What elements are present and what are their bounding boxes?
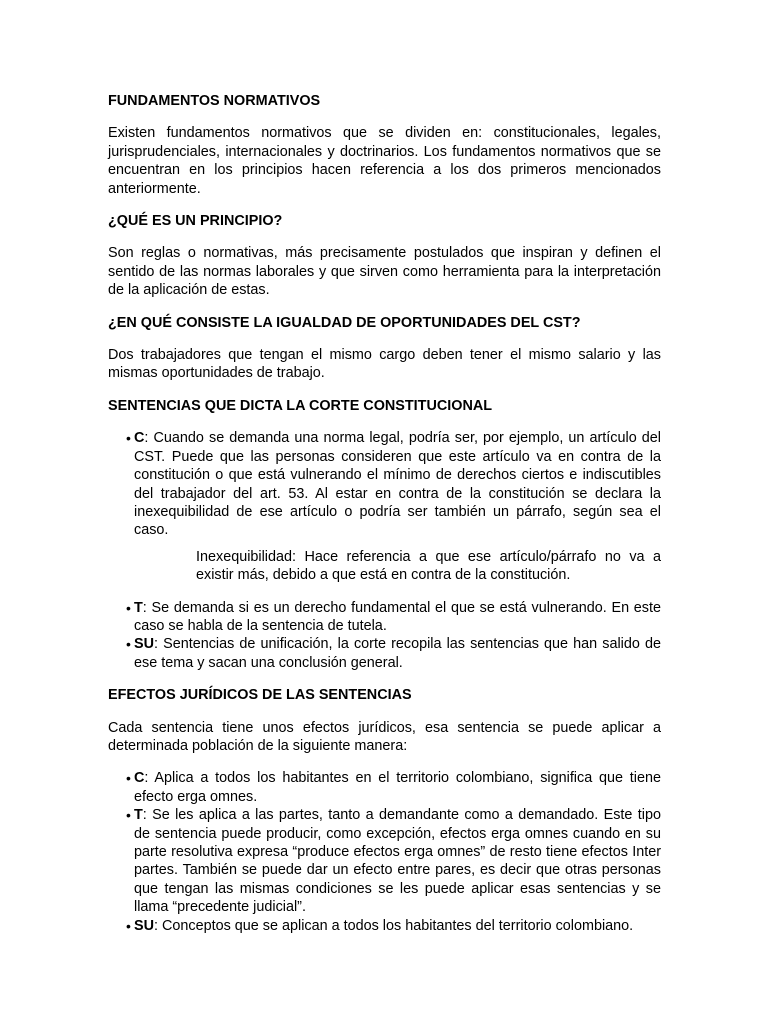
paragraph-principio: Son reglas o normativas, más precisamente postulados que inspiran y definen el sentido de las normas laborales y que sirven como herramienta para la interpretación de la aplicación de estas.	[108, 245, 661, 299]
paragraph-fundamentos: Existen fundamentos normativos que se dividen en: constitucionales, legales, jurisprudenciales, internacionales y doctrinarios. Los fundamentos normativos que se encuentran en los principios hacen referencia a los dos primeros mencionados anteriormente.	[108, 125, 661, 197]
bullet-icon	[126, 769, 131, 787]
list-item	[108, 769, 661, 806]
item-code: T	[134, 599, 143, 616]
paragraph-efectos: Cada sentencia tiene unos efectos jurídicos, esa sentencia se puede aplicar a determinada población de la siguiente manera:	[108, 719, 661, 754]
bullet-icon	[126, 635, 131, 653]
bullet-icon	[126, 917, 131, 935]
item-code: T	[134, 807, 143, 824]
list-item	[108, 635, 661, 672]
heading-sentencias: SENTENCIAS QUE DICTA LA CORTE CONSTITUCIONAL	[108, 397, 493, 414]
item-text: : Se les aplica a las partes, tanto a demandante como a demandado. Este tipo de sentencia puede producir, como excepción, efectos erga omnes cuando en su parte resolutiva expresa “produce efectos erga omnes” de resto tiene efectos Inter partes. También se puede dar un efecto entre pares, es decir que otras personas que tengan las mismas condiciones se les puede aplicar esas sentencias y se llama “precedente judicial”.	[134, 807, 661, 916]
bullet-icon	[126, 429, 131, 447]
item-code: C	[134, 770, 145, 787]
item-code: C	[134, 430, 145, 447]
heading-igualdad: ¿EN QUÉ CONSISTE LA IGUALDAD DE OPORTUNIDADES DEL CST?	[108, 314, 581, 331]
heading-efectos: EFECTOS JURÍDICOS DE LAS SENTENCIAS	[108, 687, 412, 704]
sentencias-list	[108, 429, 661, 539]
item-text: : Conceptos que se aplican a todos los habitantes del territorio colombiano.	[154, 917, 634, 934]
heading-fundamentos: FUNDAMENTOS NORMATIVOS	[108, 93, 321, 109]
item-code: SU	[134, 917, 154, 934]
item-text: : Sentencias de unificación, la corte recopila las sentencias que han salido de ese tema y sacan una conclusión general.	[134, 636, 661, 671]
bullet-icon	[126, 806, 131, 824]
list-item	[108, 599, 661, 636]
list-item	[108, 806, 661, 916]
list-item	[108, 429, 661, 539]
list-item	[108, 917, 661, 935]
item-text: : Aplica a todos los habitantes en el territorio colombiano, significa que tiene efecto erga omnes.	[134, 770, 661, 805]
sentencias-list-continued	[108, 599, 661, 673]
bullet-icon	[126, 599, 131, 617]
item-text: : Se demanda si es un derecho fundamental el que se está vulnerando. En este caso se habla de la sentencia de tutela.	[134, 599, 661, 634]
heading-principio: ¿QUÉ ES UN PRINCIPIO?	[108, 213, 283, 230]
efectos-list	[108, 769, 661, 935]
paragraph-igualdad: Dos trabajadores que tengan el mismo cargo deben tener el mismo salario y las mismas oportunidades de trabajo.	[108, 347, 661, 382]
item-code: SU	[134, 636, 154, 653]
item-text: : Cuando se demanda una norma legal, podría ser, por ejemplo, un artículo del CST. Puede que las personas consideren que este artículo va en contra de la constitución o que está vulnerando el mínimo de derechos ciertos e indiscutibles del trabajador del art. 53. Al estar en contra de la constitución se declara la inexequibilidad de ese artículo o podría ser también un párrafo, según sea el caso.	[134, 430, 661, 539]
inexequibilidad-note: Inexequibilidad: Hace referencia a que ese artículo/párrafo no va a existir más, debido a que está en contra de la constitución.	[196, 548, 661, 584]
